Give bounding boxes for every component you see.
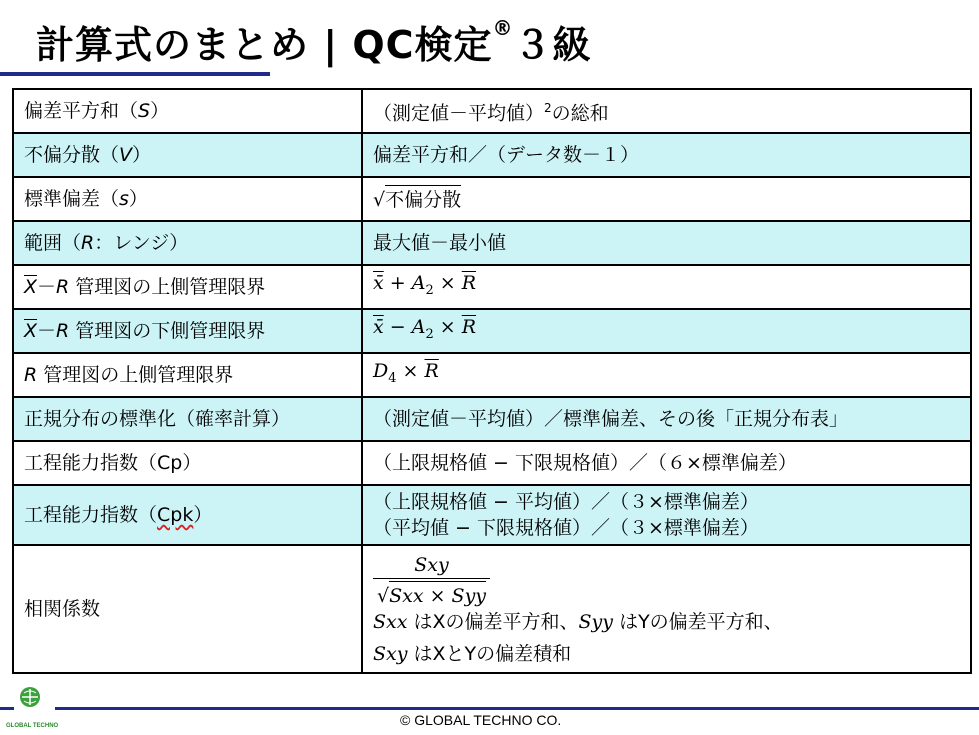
correlation-fraction [373,552,490,609]
table-row [13,485,971,545]
formula-cell: 偏差平方和／（データ数－１） [362,133,971,177]
sqrt-argument: Sxx × Syy [389,581,486,609]
coef-sub: 2 [425,326,434,342]
formula-cell [362,177,971,221]
table-row [13,441,971,485]
table-row [13,265,971,309]
table-row [13,397,971,441]
formula-table [12,88,972,674]
footer-divider [55,707,979,710]
table-row [13,545,971,673]
table-row [13,309,971,353]
var-sxx: Sxx [373,610,408,633]
term-cell: 相関係数 [13,545,362,673]
title-text: 計算式のまとめ | QC検定 [36,23,493,67]
coef-sub: 4 [388,370,397,386]
title-underline [0,72,270,76]
term-cell: $\overline{X}-R$ 管理図の下側管理限界 [13,309,362,353]
formula-cell: （上限規格値 − 下限規格値）／（６×標準偏差） [362,441,971,485]
fraction-numerator: Sxy [414,553,449,576]
term-cell: 範囲（R：レンジ） [13,221,362,265]
term-cell: 偏差平方和（S） [13,89,362,133]
var-syy: Syy [578,610,614,633]
note-text: はXの偏差平方和、 [413,610,579,633]
var-sxy: Sxy [373,642,408,665]
title-grade: ３級 [513,23,592,67]
note-text: はXとYの偏差積和 [413,642,572,665]
formula-cell: x̄ − $A_2 \times \overline{R}$ [362,309,971,353]
fraction-denominator: √Sxx × Syy [373,578,490,609]
formula-cell [362,545,971,673]
formula-note [373,609,960,635]
formula-note [373,641,960,667]
formula-line: （平均値 − 下限規格値）／（３×標準偏差） [373,517,759,539]
sqrt-symbol: √ [373,189,386,211]
term-cell: 不偏分散（V） [13,133,362,177]
term-cell: R 管理図の上側管理限界 [13,353,362,397]
formula-cell: （測定値－平均値）／標準偏差、その後「正規分布表」 [362,397,971,441]
table-row [13,177,971,221]
coef-d: D [373,360,389,383]
page-title [36,14,592,69]
coef-a: A [411,316,426,339]
term-cell: $\overline{X}-R$ 管理図の上側管理限界 [13,265,362,309]
coef-a: A [411,272,426,295]
term-cell: 工程能力指数（Cp） [13,441,362,485]
registered-mark: ® [492,16,514,40]
table-row [13,353,971,397]
formula-cell [362,485,971,545]
table-row [13,89,971,133]
copyright-text: © GLOBAL TECHNO CO. [400,712,562,728]
table-row [13,133,971,177]
formula-cell: 最大値－最小値 [362,221,971,265]
formula-line: （上限規格値 − 平均値）／（３×標準偏差） [373,491,759,513]
note-text: はYの偏差平方和、 [619,610,783,633]
term-cell: 工程能力指数（Cpk） [13,485,362,545]
table-row [13,221,971,265]
formula-cell: x̄ + $A_2 \times \overline{R}$ [362,265,971,309]
company-logo-icon [12,686,48,708]
formula-cell: （測定値－平均値）$^2$の総和 [362,89,971,133]
term-cell: 正規分布の標準化（確率計算） [13,397,362,441]
logo-text: GLOBAL TECHNO [6,723,59,729]
term-cell: 標準偏差（s） [13,177,362,221]
sqrt-argument: 不偏分散 [385,185,461,213]
formula-cell: $D_4 \times \overline{R}$ [362,353,971,397]
footer-divider-left [0,707,14,710]
coef-sub: 2 [425,282,434,298]
